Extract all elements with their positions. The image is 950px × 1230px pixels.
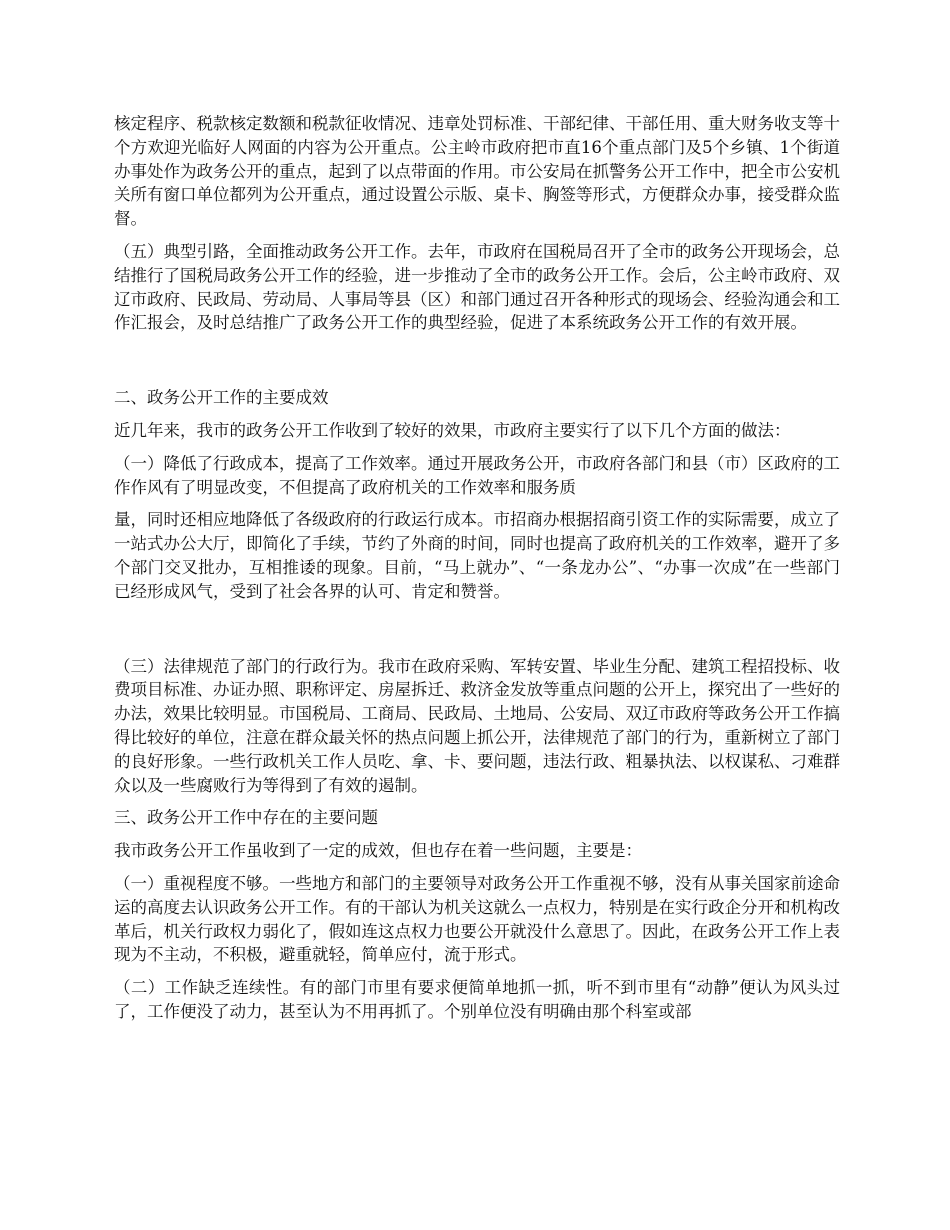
paragraph-insufficient-attention: （一）重视程度不够。一些地方和部门的主要领导对政务公开工作重视不够，没有从事关国家前途命运的高度去认识政务公开工作。有的干部认为机关这就么一点权力，特别是在实行政企分开和机构改革后，机关行政权力弱化了，假如连这点权力也要公开就没什么意思了。因此，在政务公开工作上表现为不主动，不积极，避重就轻，简单应付，流于形式。 [114, 873, 840, 965]
paragraph-typical-guidance: （五）典型引路，全面推动政务公开工作。去年，市政府在国税局召开了全市的政务公开现场会，总结推行了国税局政务公开工作的经验，进一步推动了全市的政务公开工作。会后，公主岭市政府、双辽市政府、民政局、劳动局、人事局等县（区）和部门通过召开各种形式的现场会、经验沟通会和工作汇报会，及时总结推广了政务公开工作的典型经验，促进了本系统政务公开工作的有效开展。 [114, 241, 840, 333]
paragraph-lack-continuity: （二）工作缺乏连续性。有的部门市里有要求便简单地抓一抓，听不到市里有“动静”便认为风头过了，工作便没了动力，甚至认为不用再抓了。个别单位没有明确由那个科室或部 [114, 978, 840, 1021]
section-heading-achievements: 二、政务公开工作的主要成效 [114, 388, 329, 408]
section-spacer [114, 344, 840, 386]
paragraph-reduced-cost: （一）降低了行政成本，提高了工作效率。通过开展政务公开，市政府各部门和县（市）区政府的工作作风有了明显改变，不但提高了政府机关的工作效率和服务质 [114, 453, 840, 497]
paragraph-tax-disclosure: 核定程序、税款核定数额和税款征收情况、违章处罚标准、干部纪律、干部任用、重大财务收支等十个方欢迎光临好人网面的内容为公开重点。公主岭市政府把市直16个重点部门及5个乡镇、1个街道办事处作为政务公开的重点，起到了以点带面的作用。市公安局在抓警务公开工作中，把全市公安机关所有窗口单位都列为公开重点，通过设置公示版、桌卡、胸签等形式，方便群众办事，接受群众监督。 [114, 114, 840, 229]
section-spacer [114, 613, 840, 655]
paragraph-legal-regulation: （三）法律规范了部门的行政行为。我市在政府采购、军转安置、毕业生分配、建筑工程招投标、收费项目标准、办证办照、职称评定、房屋拆迁、救济金发放等重点问题的公开上，探究出了一些好的办法，效果比较明显。市国税局、工商局、民政局、土地局、公安局、双辽市政府等政务公开工作搞得比较好的单位，注意在群众最关怀的热点问题上抓公开，法律规范了部门的行为，重新树立了部门的良好形象。一些行政机关工作人员吃、拿、卡、要问题，违法行政、粗暴执法、以权谋私、刁难群众以及一些腐败行为等得到了有效的遏制。 [114, 656, 840, 795]
paragraph-reduced-cost-continued: 量，同时还相应地降低了各级政府的行政运行成本。市招商办根据招商引资工作的实际需要，成立了一站式办公大厅，即简化了手续，节约了外商的时间，同时也提高了政府机关的工作效率，避开了多个部门交叉批办，互相推诿的现象。目前，“马上就办”、“一条龙办公”、“办事一次成”在一些部门已经形成风气，受到了社会各界的认可、肯定和赞誉。 [114, 510, 840, 601]
document-body [114, 112, 840, 1033]
section-heading-problems: 三、政务公开工作中存在的主要问题 [114, 808, 378, 828]
paragraph-problems-intro: 我市政务公开工作虽收到了一定的成效，但也存在着一些问题，主要是： [114, 841, 642, 861]
paragraph-achievements-intro: 近几年来，我市的政务公开工作收到了较好的效果，市政府主要实行了以下几个方面的做法： [114, 420, 791, 440]
